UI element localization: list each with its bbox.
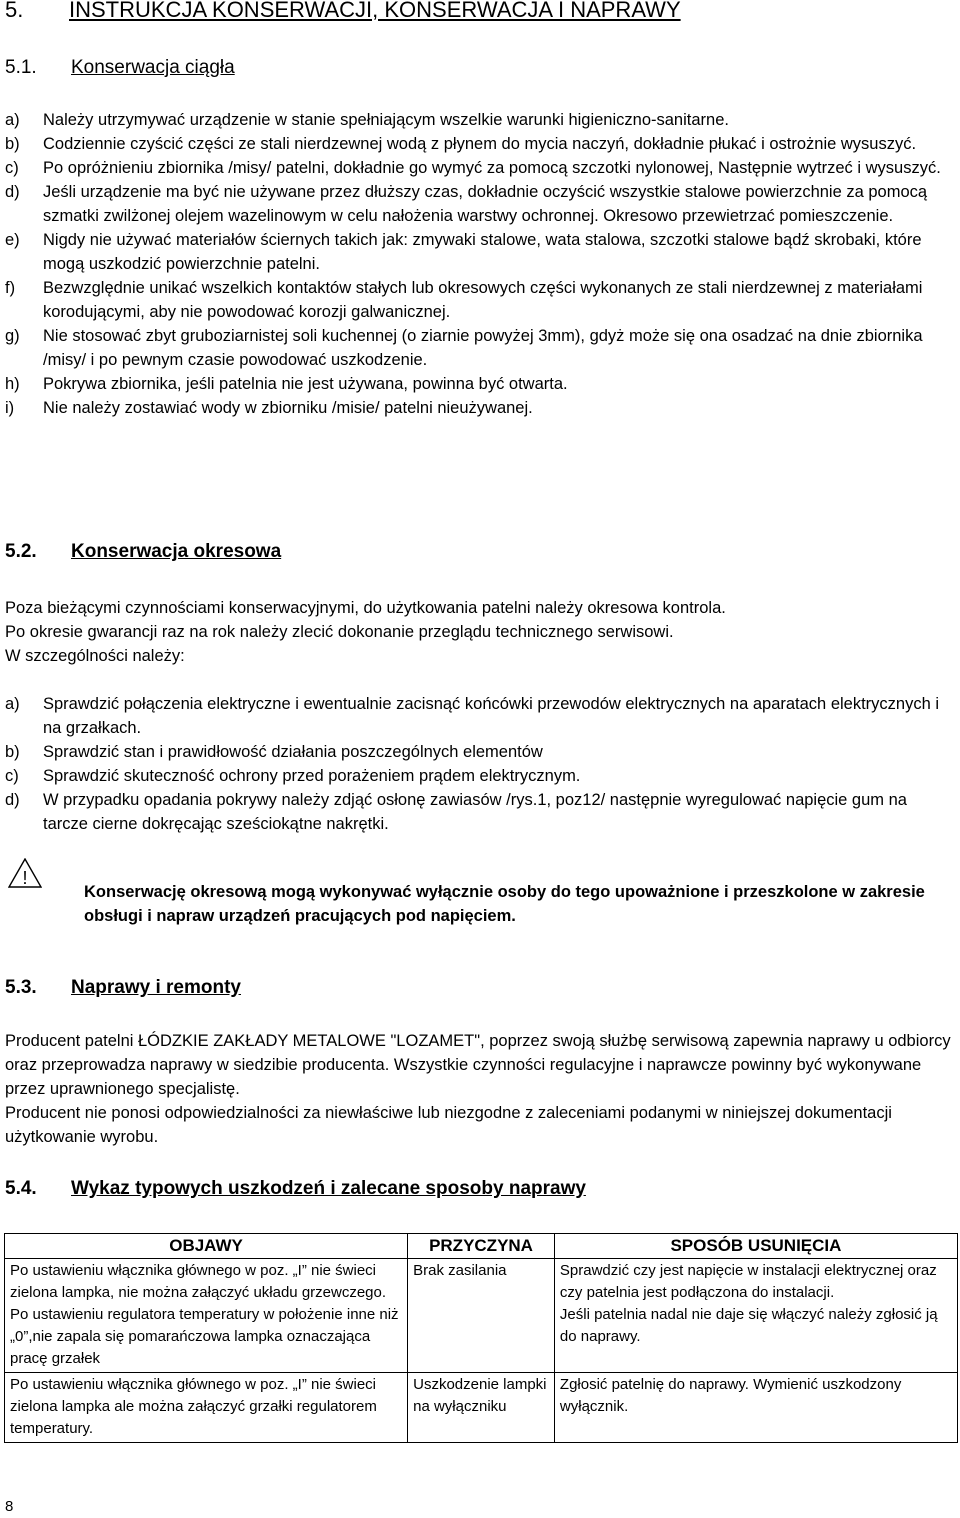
page-number: 8 [5,1498,14,1515]
section-5-2-heading [5,540,281,564]
section-number: 5.2. [5,541,37,562]
main-heading [5,0,681,26]
section-title: Naprawy i remonty [71,977,241,998]
list-item: b) Sprawdzić stan i prawidłowość działania poszczególnych elementów [5,743,543,761]
list-item: d) Jeśli urządzenie ma być nie używane przez dłuższy czas, dokładnie oczyścić wszystkie stalowe powierzchnie za pomocą szmatki zwilżonej olejem wazelinowym w celu nałożenia warstwy ochronnej. Okresowo przewietrzać pomieszczenie. [5,183,928,225]
list-item: a) Sprawdzić połączenia elektryczne i ewentualnie zacisnąć końcówki przewodów elektrycznych na aparatach elektrycznych i na grzałkach. [5,695,940,737]
list-item: b) Codziennie czyścić części ze stali nierdzewnej wodą z płynem do mycia naczyń, dokładnie płukać i ostrożnie wysuszyć. [5,135,917,153]
main-heading-title: INSTRUKCJA KONSERWACJI, KONSERWACJA I NAPRAWY [69,0,681,22]
section-5-2-intro [5,596,955,668]
section-number: 5.4. [5,1178,37,1199]
section-title: Wykaz typowych uszkodzeń i zalecane sposoby naprawy [71,1178,586,1199]
list-item: d) W przypadku opadania pokrywy należy zdjąć osłonę zawiasów /rys.1, poz12/ następnie wyregulować napięcie gum na tarcze cierne dokręcając sześciokątne nakrętki. [5,791,907,833]
paragraph: Poza bieżącymi czynnościami konserwacyjnymi, do użytkowania patelni należy okresowa kontrola. [5,599,726,617]
table-cell: Brak zasilania [408,1259,555,1373]
section-number: 5.1. [5,57,37,78]
table-cell: Zgłosić patelnię do naprawy. Wymienić uszkodzony wyłącznik. [554,1373,957,1443]
section-5-3-text [5,1029,955,1149]
paragraph: Po okresie gwarancji raz na rok należy zlecić dokonanie przeglądu technicznego serwisowi. [5,623,674,641]
paragraph: Producent nie ponosi odpowiedzialności za niewłaściwe lub niezgodne z zaleceniami podanymi w niniejszej dokumentacji użytkowanie wyrobu. [5,1104,892,1146]
paragraph: Producent patelni ŁÓDZKIE ZAKŁADY METALOWE "LOZAMET", poprzez swoją służbę serwisową zapewnia naprawy u odbiorcy oraz przeprowadza naprawy w siedzibie producenta. Wszystkie czynności regulacyjne i naprawcze powinny być wykonywane przez uprawnionego specjalistę. [5,1032,951,1098]
table-cell: Uszkodzenie lampki na wyłączniku [408,1373,555,1443]
table-cell: Po ustawieniu włącznika głównego w poz. „I” nie świeci zielona lampka ale można załączyć grzałki regulatorem temperatury. [5,1373,408,1443]
table-cell: Sprawdzić czy jest napięcie w instalacji elektrycznej oraz czy patelnia jest podłączona do instalacji. Jeśli patelnia nadal nie daje się włączyć należy zgłosić ją do naprawy. [554,1259,957,1373]
section-title: Konserwacja okresowa [71,541,282,562]
section-5-1-heading [5,56,235,80]
svg-text:!: ! [22,868,28,888]
list-item: c) Sprawdzić skuteczność ochrony przed porażeniem prądem elektrycznym. [5,767,581,785]
main-heading-number: 5. [5,0,24,22]
column-header: PRZYCZYNA [408,1234,555,1259]
column-header: SPOSÓB USUNIĘCIA [554,1234,957,1259]
column-header: OBJAWY [5,1234,408,1259]
list-item: f) Bezwzględnie unikać wszelkich kontaktów stałych lub okresowych części wykonanych ze stali nierdzewnej z materiałami korodującymi, aby nie powodować korozji galwanicznej. [5,279,923,321]
list-item: c) Po opróżnieniu zbiornika /misy/ patelni, dokładnie go wymyć za pomocą szczotki nylonowej, Następnie wytrzeć i wysuszyć. [5,159,941,177]
table-row [5,1373,958,1443]
fault-table [4,1233,958,1443]
list-item: h) Pokrywa zbiornika, jeśli patelnia nie jest używana, powinna być otwarta. [5,375,568,393]
section-number: 5.3. [5,977,37,998]
list-item: a) Należy utrzymywać urządzenie w stanie spełniającym wszelkie warunki higieniczno-sanitarne. [5,111,729,129]
section-5-2-list [5,692,955,836]
section-title: Konserwacja ciągła [71,57,235,78]
warning-text: Konserwację okresową mogą wykonywać wyłącznie osoby do tego upoważnione i przeszkolone w zakresie obsługi i napraw urządzeń pracujących pod napięciem. [84,883,925,925]
table-header-row [5,1234,958,1259]
list-item: i) Nie należy zostawiać wody w zbiorniku /misie/ patelni nieużywanej. [5,399,533,417]
section-5-4-heading [5,1177,586,1201]
section-5-1-list [5,108,955,420]
warning-icon [8,858,42,893]
paragraph: W szczególności należy: [5,647,185,665]
list-item: e) Nigdy nie używać materiałów ściernych takich jak: zmywaki stalowe, wata stalowa, szczotki stalowe bądź skrobaki, które mogą uszkodzić powierzchnie patelni. [5,231,922,273]
table-row [5,1259,958,1373]
section-5-3-heading [5,976,241,1000]
table-cell: Po ustawieniu włącznika głównego w poz. „I” nie świeci zielona lampka, nie można załączyć układu grzewczego. Po ustawieniu regulatora temperatury w położenie inne niż „0”,nie zapala się pomarańczowa lampka oznaczająca pracę grzałek [5,1259,408,1373]
list-item: g) Nie stosować zbyt gruboziarnistej soli kuchennej (o ziarnie powyżej 3mm), gdyż może się ona osadzać na dnie zbiornika /misy/ i po pewnym czasie powodować uszkodzenie. [5,327,923,369]
